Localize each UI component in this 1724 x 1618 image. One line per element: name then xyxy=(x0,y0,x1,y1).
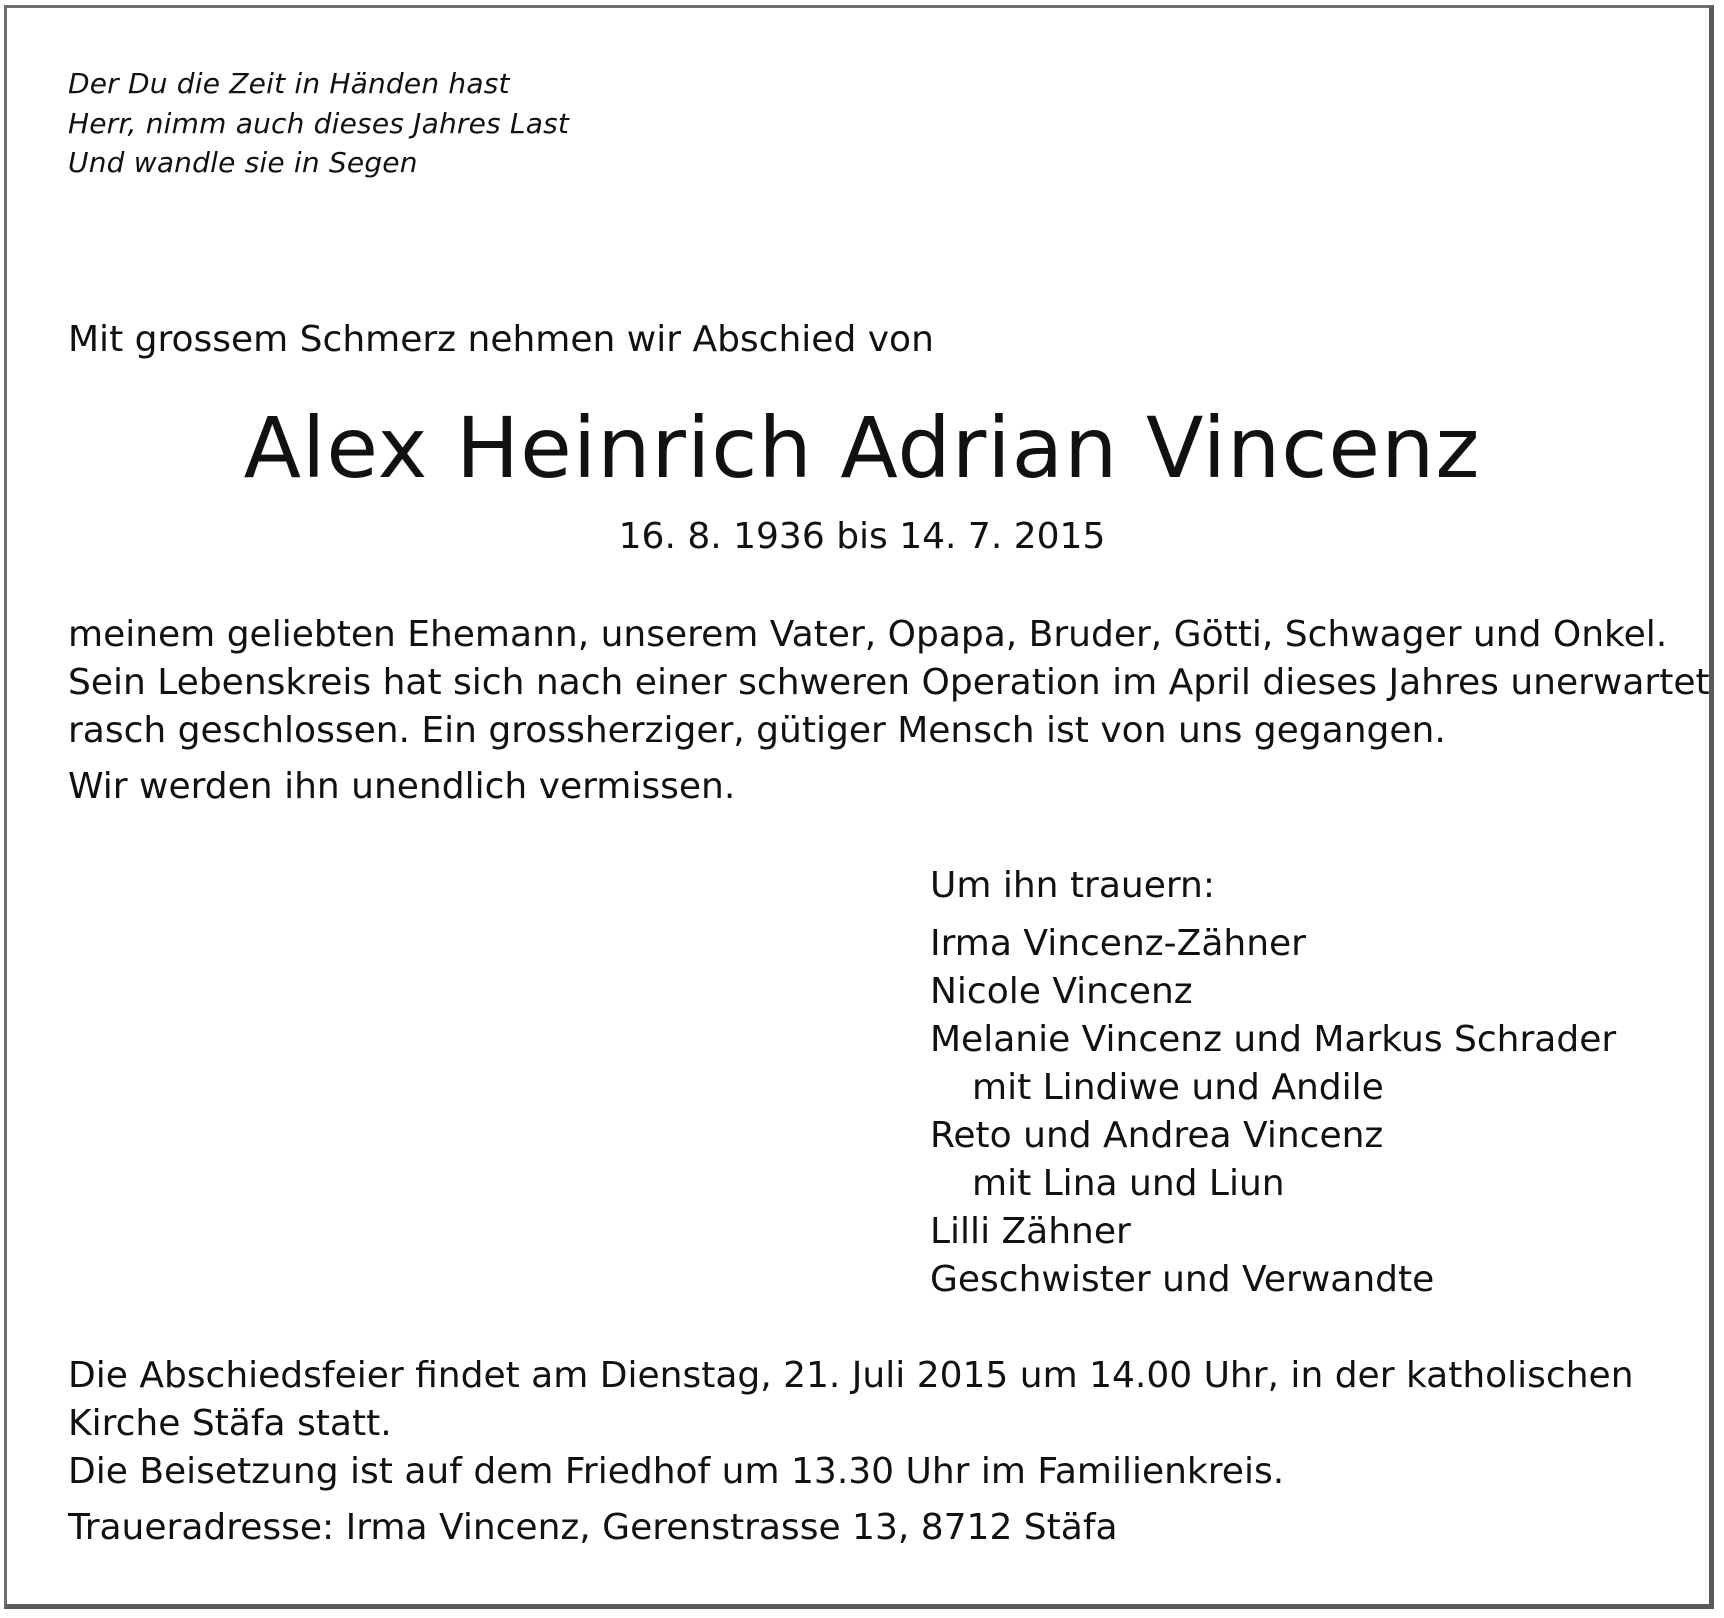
service-line: Die Beisetzung ist auf dem Friedhof um 13.30 Uhr im Familienkreis. xyxy=(68,1451,1285,1492)
mourner-name: Lilli Zähner xyxy=(930,1211,1131,1252)
mourner-name: Reto und Andrea Vincenz xyxy=(930,1115,1384,1156)
tribute-closing: Wir werden ihn unendlich vermissen. xyxy=(68,766,736,807)
mourner-sub: mit Lindiwe und Andile xyxy=(972,1067,1384,1108)
poem-line: Herr, nimm auch dieses Jahres Last xyxy=(68,106,570,140)
tribute-line: Sein Lebenskreis hat sich nach einer schweren Operation im April dieses Jahres unerwartet xyxy=(68,662,1710,703)
mourners-heading: Um ihn trauern: xyxy=(930,865,1215,906)
mourning-address: Traueradresse: Irma Vincenz, Gerenstrasse 13, 8712 Stäfa xyxy=(68,1507,1118,1548)
mourner-sub: mit Lina und Liun xyxy=(972,1163,1285,1204)
mourner-name: Geschwister und Verwandte xyxy=(930,1259,1435,1300)
tribute-line: rasch geschlossen. Ein grossherziger, gütiger Mensch ist von uns gegangen. xyxy=(68,710,1446,751)
mourner-name: Melanie Vincenz und Markus Schrader xyxy=(930,1019,1617,1060)
service-info xyxy=(68,1352,1634,1552)
tribute-text xyxy=(68,611,1710,811)
poem-line: Der Du die Zeit in Händen hast xyxy=(68,67,510,100)
mourner-name: Irma Vincenz-Zähner xyxy=(930,923,1306,964)
deceased-name: Alex Heinrich Adrian Vincenz xyxy=(243,399,1481,497)
service-line: Kirche Stäfa statt. xyxy=(68,1403,392,1444)
service-line: Die Abschiedsfeier findet am Dienstag, 21. Juli 2015 um 14.00 Uhr, in der katholischen xyxy=(68,1355,1634,1396)
life-dates: 16. 8. 1936 bis 14. 7. 2015 xyxy=(618,516,1106,557)
mourners-list xyxy=(930,862,1616,1304)
tribute-line: meinem geliebten Ehemann, unserem Vater, Opapa, Bruder, Götti, Schwager und Onkel. xyxy=(68,614,1668,655)
poem xyxy=(68,64,569,183)
intro-text: Mit grossem Schmerz nehmen wir Abschied von xyxy=(68,319,934,360)
poem-line: Und wandle sie in Segen xyxy=(68,146,418,179)
mourner-name: Nicole Vincenz xyxy=(930,971,1193,1012)
